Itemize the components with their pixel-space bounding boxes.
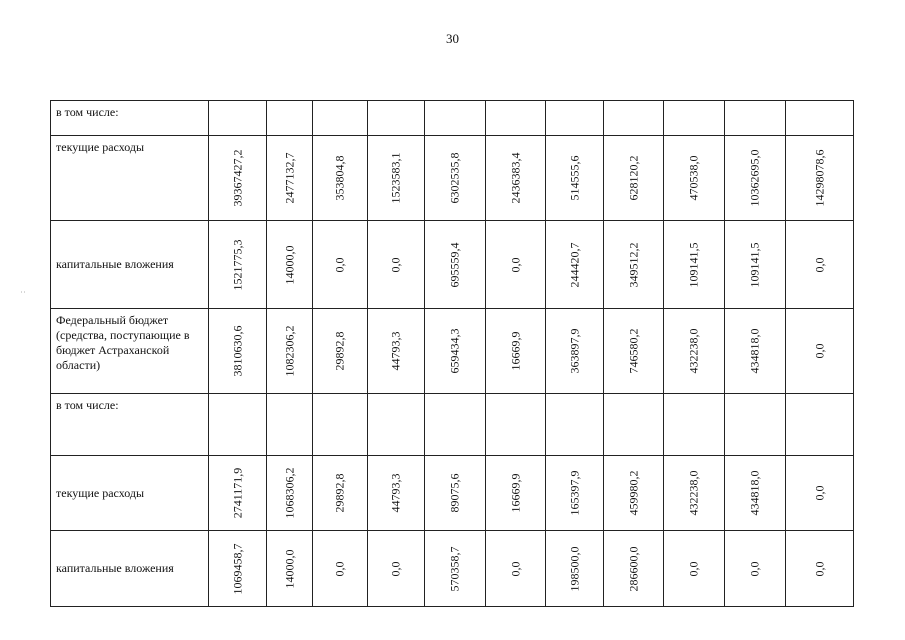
value-cell (368, 394, 425, 456)
cell-value: 434818,0 (747, 328, 762, 374)
cell-value: 10362695,0 (747, 149, 762, 207)
cell-value: 0,0 (332, 561, 347, 576)
value-cell (786, 136, 854, 221)
value-cell (604, 456, 664, 531)
cell-value: 2477132,7 (282, 152, 296, 204)
value-cell (664, 456, 725, 531)
cell-value: 695559,4 (447, 242, 462, 287)
cell-value: 16669,9 (508, 473, 522, 513)
cell-value: 353804,8 (332, 155, 347, 201)
value-cell (725, 394, 786, 456)
budget-table (50, 100, 854, 607)
table-row (51, 456, 854, 531)
value-cell (313, 221, 368, 309)
cell-value: 1069458,7 (230, 543, 244, 594)
cell-value: 14298078,6 (812, 149, 826, 207)
row-label: текущие расходы (51, 136, 209, 221)
value-cell (546, 221, 604, 309)
value-cell (786, 456, 854, 531)
value-cell (486, 221, 546, 309)
value-cell (267, 101, 313, 136)
value-cell (425, 394, 486, 456)
cell-value: 628120,2 (626, 155, 640, 201)
value-cell (664, 394, 725, 456)
cell-value: 570358,7 (447, 546, 462, 591)
value-cell (209, 531, 267, 607)
value-cell (425, 531, 486, 607)
value-cell (725, 101, 786, 136)
value-cell (313, 309, 368, 394)
value-cell (546, 394, 604, 456)
value-cell (604, 309, 664, 394)
cell-value: 165397,9 (567, 470, 581, 516)
value-cell (267, 136, 313, 221)
value-cell (368, 531, 425, 607)
cell-value: 432238,0 (686, 328, 701, 374)
value-cell (786, 101, 854, 136)
value-cell (786, 531, 854, 607)
cell-value: 29892,8 (332, 473, 347, 513)
value-cell (267, 394, 313, 456)
value-cell (604, 531, 664, 607)
table-row (51, 136, 854, 221)
table-row (51, 221, 854, 309)
cell-value: 244420,7 (567, 242, 581, 287)
value-cell (786, 394, 854, 456)
cell-value: 14000,0 (282, 549, 296, 588)
page-number: 30 (446, 31, 459, 46)
cell-value: 3810630,6 (230, 325, 244, 377)
value-cell (425, 456, 486, 531)
cell-value: 470538,0 (686, 155, 701, 201)
value-cell (604, 136, 664, 221)
value-cell (786, 309, 854, 394)
table-row (51, 531, 854, 607)
value-cell (725, 221, 786, 309)
cell-value: 0,0 (812, 561, 826, 576)
cell-value: 1521775,3 (230, 239, 244, 290)
value-cell (267, 531, 313, 607)
cell-value: 0,0 (812, 343, 826, 359)
value-cell (546, 531, 604, 607)
cell-value: 44793,3 (388, 473, 403, 513)
cell-value: 109141,5 (747, 242, 762, 287)
value-cell (486, 101, 546, 136)
row-label: капитальные вложения (51, 531, 209, 607)
row-label: Федеральный бюджет (средства, поступающие в бюджет Астраханской области) (51, 309, 209, 394)
value-cell (725, 531, 786, 607)
cell-value: 0,0 (388, 561, 403, 576)
value-cell (546, 101, 604, 136)
cell-value: 109141,5 (686, 242, 701, 287)
cell-value: 514555,6 (567, 155, 581, 201)
value-cell (425, 101, 486, 136)
value-cell (209, 221, 267, 309)
row-label: капитальные вложения (51, 221, 209, 309)
value-cell (486, 136, 546, 221)
cell-value: 1082306,2 (282, 325, 296, 377)
row-label: в том числе: (51, 394, 209, 456)
cell-value: 2741171,9 (230, 467, 244, 519)
value-cell (486, 456, 546, 531)
value-cell (313, 456, 368, 531)
cell-value: 349512,2 (626, 242, 640, 287)
cell-value: 1523583,1 (388, 152, 403, 204)
value-cell (664, 309, 725, 394)
row-label: текущие расходы (51, 456, 209, 531)
cell-value: 89075,6 (447, 473, 462, 513)
value-cell (486, 394, 546, 456)
value-cell (725, 136, 786, 221)
value-cell (604, 394, 664, 456)
value-cell (267, 456, 313, 531)
cell-value: 432238,0 (686, 470, 701, 516)
cell-value: 1068306,2 (282, 467, 296, 519)
value-cell (664, 531, 725, 607)
table-row (51, 101, 854, 136)
value-cell (486, 531, 546, 607)
value-cell (368, 221, 425, 309)
value-cell (313, 101, 368, 136)
cell-value: 2436383,4 (508, 152, 522, 204)
cell-value: 0,0 (686, 561, 701, 576)
cell-value: 746580,2 (626, 328, 640, 374)
value-cell (368, 309, 425, 394)
cell-value: 286600,0 (626, 546, 640, 591)
cell-value: 434818,0 (747, 470, 762, 516)
value-cell (664, 221, 725, 309)
cell-value: 39367427,2 (230, 149, 244, 207)
cell-value: 198500,0 (567, 546, 581, 591)
value-cell (725, 309, 786, 394)
cell-value: 0,0 (747, 561, 762, 576)
value-cell (368, 136, 425, 221)
row-label: в том числе: (51, 101, 209, 136)
cell-value: 0,0 (812, 257, 826, 272)
value-cell (368, 456, 425, 531)
value-cell (604, 221, 664, 309)
table-row (51, 309, 854, 394)
cell-value: 0,0 (388, 257, 403, 272)
value-cell (368, 101, 425, 136)
cell-value: 659434,3 (447, 328, 462, 374)
value-cell (546, 309, 604, 394)
value-cell (209, 456, 267, 531)
cell-value: 0,0 (508, 257, 522, 272)
cell-value: 0,0 (508, 561, 522, 576)
cell-value: 29892,8 (332, 331, 347, 371)
value-cell (425, 309, 486, 394)
value-cell (267, 309, 313, 394)
cell-value: 0,0 (332, 257, 347, 272)
value-cell (664, 101, 725, 136)
value-cell (786, 221, 854, 309)
cell-value: 44793,3 (388, 331, 403, 371)
value-cell (267, 221, 313, 309)
cell-value: 6302535,8 (447, 152, 462, 204)
table-row (51, 394, 854, 456)
value-cell (664, 136, 725, 221)
value-cell (425, 136, 486, 221)
cell-value: 14000,0 (282, 245, 296, 284)
value-cell (209, 309, 267, 394)
cell-value: 0,0 (812, 485, 826, 501)
cell-value: 363897,9 (567, 328, 581, 374)
value-cell (546, 456, 604, 531)
value-cell (209, 101, 267, 136)
value-cell (546, 136, 604, 221)
value-cell (604, 101, 664, 136)
value-cell (313, 531, 368, 607)
value-cell (425, 221, 486, 309)
cell-value: 459980,2 (626, 470, 640, 516)
value-cell (313, 136, 368, 221)
cell-value: 16669,9 (508, 331, 522, 371)
value-cell (209, 136, 267, 221)
margin-mark: ˙˙ (20, 290, 26, 300)
value-cell (209, 394, 267, 456)
value-cell (486, 309, 546, 394)
value-cell (313, 394, 368, 456)
value-cell (725, 456, 786, 531)
